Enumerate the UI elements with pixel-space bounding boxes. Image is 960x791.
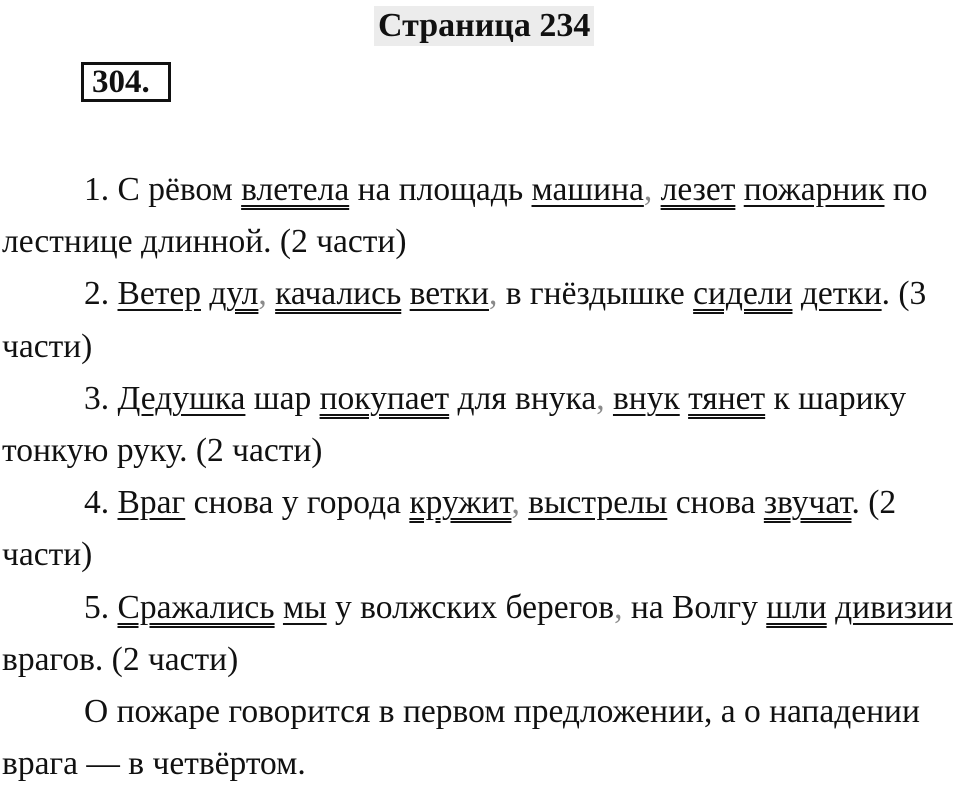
predicate: тянет bbox=[688, 379, 766, 417]
conclusion: О пожаре говорится в первом предложении, а о нападении врага — в четвёртом. bbox=[2, 693, 920, 783]
plain-text: . (3 части) bbox=[2, 275, 927, 365]
predicate: звучат bbox=[763, 484, 852, 522]
plain-text: на площадь bbox=[357, 171, 524, 208]
subject: Ветер bbox=[117, 275, 201, 313]
subject: внук bbox=[612, 379, 680, 417]
subject: машина bbox=[531, 171, 644, 208]
sentence-number: 1. bbox=[84, 171, 110, 208]
predicate: качались bbox=[275, 275, 402, 313]
plain-text: у волжских берегов bbox=[335, 588, 615, 626]
predicate: покупает bbox=[319, 379, 450, 417]
plain-text: снова у города bbox=[193, 484, 401, 522]
plain-text: шар bbox=[253, 379, 312, 417]
sentence-2 bbox=[2, 268, 957, 372]
subject: детки bbox=[800, 275, 882, 313]
comma: , bbox=[614, 588, 623, 626]
predicate: шли bbox=[766, 588, 827, 626]
exercise-number-box bbox=[81, 62, 171, 102]
plain-text: на Волгу bbox=[630, 588, 758, 626]
plain-text: . (2 части) bbox=[2, 484, 897, 574]
subject: мы bbox=[282, 588, 327, 626]
predicate: кружит bbox=[409, 484, 512, 522]
plain-text: к шарику тонкую руку. (2 части) bbox=[2, 379, 907, 470]
comma: , bbox=[596, 379, 605, 417]
predicate: дул bbox=[209, 275, 259, 313]
plain-text: в гнёздышке bbox=[505, 275, 685, 313]
predicate: лезет bbox=[660, 171, 736, 208]
subject: выстрелы bbox=[528, 484, 668, 522]
subject: Дедушка bbox=[117, 379, 246, 417]
predicate: влетела bbox=[241, 171, 350, 208]
plain-text: врагов. (2 части) bbox=[2, 640, 239, 678]
sentence-3 bbox=[2, 373, 957, 477]
predicate: сидели bbox=[693, 275, 793, 313]
plain-text: по лестнице длинной. (2 части) bbox=[2, 171, 928, 261]
subject: дивизии bbox=[835, 588, 953, 626]
sentence-number: 2. bbox=[84, 275, 110, 313]
subject: пожарник bbox=[743, 171, 885, 208]
comma: , bbox=[258, 275, 267, 313]
predicate: Сражались bbox=[117, 588, 275, 626]
plain-text: для внука bbox=[457, 379, 597, 417]
subject: Враг bbox=[117, 484, 186, 522]
sentence-5 bbox=[2, 582, 957, 686]
plain-text: С рёвом bbox=[117, 171, 233, 208]
exercise-number: 304 bbox=[92, 64, 142, 100]
page-title: Страница 234 bbox=[374, 6, 594, 46]
exercise-number-dot: . bbox=[141, 64, 150, 100]
subject: ветки bbox=[409, 275, 489, 313]
sentence-number: 5. bbox=[84, 588, 110, 626]
sentence-number: 4. bbox=[84, 484, 110, 522]
sentence-number: 3. bbox=[84, 379, 110, 417]
plain-text: снова bbox=[675, 484, 756, 522]
comma: , bbox=[488, 275, 498, 313]
comma: , bbox=[643, 171, 653, 208]
exercise-text bbox=[2, 164, 957, 790]
sentence-4 bbox=[2, 477, 957, 581]
comma: , bbox=[511, 484, 520, 522]
sentence-1 bbox=[2, 164, 957, 268]
